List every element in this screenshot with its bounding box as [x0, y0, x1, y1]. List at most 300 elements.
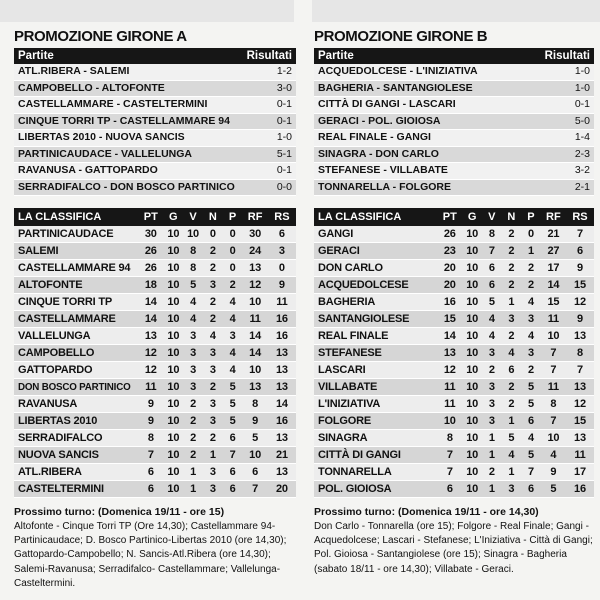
team-name: CASTELTERMINI	[14, 481, 138, 498]
stat-n: 2	[502, 243, 522, 260]
stat-pt: 12	[437, 362, 462, 379]
stat-rf: 11	[541, 311, 566, 328]
column-header-rf: RF	[541, 208, 566, 226]
stat-v: 1	[183, 481, 203, 498]
stat-rf: 10	[242, 294, 267, 311]
stat-g: 10	[163, 345, 183, 362]
stat-pt: 11	[138, 379, 163, 396]
team-name: L'INIZIATIVA	[314, 396, 437, 413]
stat-rf: 7	[541, 362, 566, 379]
match-result: 5-1	[276, 147, 292, 160]
stat-pt: 7	[437, 447, 462, 464]
stat-rs: 13	[268, 379, 296, 396]
stat-v: 7	[482, 243, 502, 260]
team-name: ATL.RIBERA	[14, 464, 138, 481]
column-header-n: N	[502, 208, 522, 226]
match-result: 2-1	[574, 180, 590, 193]
stat-pt: 6	[437, 481, 462, 498]
stat-g: 10	[163, 226, 183, 243]
match-teams: STEFANESE - VILLABATE	[318, 164, 448, 176]
stat-rf: 7	[541, 413, 566, 430]
stat-pt: 16	[437, 294, 462, 311]
stat-v: 4	[482, 311, 502, 328]
stat-p: 1	[521, 243, 541, 260]
stat-rs: 13	[268, 430, 296, 447]
next-round-heading: Prossimo turno: (Domenica 19/11 - ore 15)	[14, 506, 225, 518]
stat-pt: 15	[437, 311, 462, 328]
stat-n: 2	[502, 226, 522, 243]
team-name: REAL FINALE	[314, 328, 437, 345]
stat-pt: 20	[437, 260, 462, 277]
stat-p: 0	[223, 226, 243, 243]
stat-g: 10	[462, 396, 482, 413]
top-strip-left	[0, 0, 294, 22]
standings-row	[14, 243, 296, 260]
stat-v: 2	[183, 430, 203, 447]
standings-row	[314, 243, 594, 260]
stat-rf: 27	[541, 243, 566, 260]
team-name: CINQUE TORRI TP	[14, 294, 138, 311]
standings-row	[14, 481, 296, 498]
stat-n: 3	[203, 413, 223, 430]
stat-v: 1	[482, 481, 502, 498]
stat-p: 5	[223, 396, 243, 413]
stat-rs: 13	[566, 430, 594, 447]
matches-list	[314, 64, 594, 196]
stat-rf: 14	[242, 345, 267, 362]
stat-p: 0	[223, 260, 243, 277]
team-name: POL. GIOIOSA	[314, 481, 437, 498]
team-name: LIBERTAS 2010	[14, 413, 138, 430]
stat-v: 3	[183, 345, 203, 362]
standings-row	[314, 260, 594, 277]
stat-n: 4	[203, 328, 223, 345]
stat-v: 3	[482, 413, 502, 430]
stat-rf: 10	[541, 328, 566, 345]
column-header-p: P	[521, 208, 541, 226]
stat-rs: 15	[566, 413, 594, 430]
match-result: 1-0	[574, 81, 590, 94]
stat-n: 2	[203, 294, 223, 311]
stat-rs: 6	[566, 243, 594, 260]
standings-row	[14, 260, 296, 277]
standings-table	[14, 208, 296, 498]
top-strip-right	[312, 0, 600, 22]
stat-rs: 12	[566, 396, 594, 413]
stat-rf: 10	[242, 447, 267, 464]
stat-v: 1	[482, 430, 502, 447]
stat-pt: 18	[138, 277, 163, 294]
stat-p: 2	[223, 277, 243, 294]
stat-rf: 14	[242, 328, 267, 345]
match-row	[14, 180, 296, 197]
stat-rs: 20	[268, 481, 296, 498]
stat-rf: 15	[541, 294, 566, 311]
match-result: 0-1	[276, 98, 292, 110]
stat-v: 3	[482, 345, 502, 362]
stat-rf: 17	[541, 260, 566, 277]
standings-row	[314, 345, 594, 362]
stat-n: 1	[502, 464, 522, 481]
stat-n: 3	[203, 345, 223, 362]
column-header-v: V	[183, 208, 203, 226]
stat-g: 10	[462, 362, 482, 379]
stat-n: 6	[502, 362, 522, 379]
team-name: VALLELUNGA	[14, 328, 138, 345]
stat-v: 8	[183, 243, 203, 260]
match-result: 1-4	[574, 131, 590, 143]
group-b-column	[314, 22, 594, 577]
stat-pt: 6	[138, 464, 163, 481]
stat-p: 7	[521, 464, 541, 481]
stat-p: 6	[521, 481, 541, 498]
stat-pt: 26	[138, 260, 163, 277]
stat-p: 3	[521, 311, 541, 328]
stat-n: 2	[203, 260, 223, 277]
matches-list	[14, 64, 296, 196]
stat-pt: 11	[437, 396, 462, 413]
stat-v: 3	[482, 379, 502, 396]
stat-p: 4	[223, 345, 243, 362]
match-teams: CINQUE TORRI TP - CASTELLAMMARE 94	[18, 114, 230, 127]
stat-rs: 7	[566, 226, 594, 243]
team-name: CAMPOBELLO	[14, 345, 138, 362]
stat-rs: 17	[566, 464, 594, 481]
next-round-fixtures: Don Carlo - Tonnarella (ore 15); Folgore - Real Finale; Gangi - Acquedolcese; Lascari - Stefanese; L'Iniziativa - Città di Gangi; Pol. Gioiosa - Santangiolese (ore 15); Sinagra - Bagheria (sabato 18/11 - ore 14,30); Villabate - Geraci.	[314, 521, 593, 575]
stat-n: 2	[502, 328, 522, 345]
team-name: SINAGRA	[314, 430, 437, 447]
stat-rs: 16	[268, 413, 296, 430]
stat-n: 3	[203, 481, 223, 498]
stat-rf: 8	[242, 396, 267, 413]
standings-row	[314, 294, 594, 311]
match-row	[314, 180, 594, 197]
stat-rf: 12	[242, 277, 267, 294]
stat-v: 4	[482, 328, 502, 345]
stat-n: 2	[502, 260, 522, 277]
stat-v: 5	[183, 277, 203, 294]
match-teams: CASTELLAMMARE - CASTELTERMINI	[18, 98, 208, 110]
results-header-label: Risultati	[544, 50, 590, 62]
stat-v: 4	[183, 294, 203, 311]
stat-n: 2	[502, 396, 522, 413]
next-round-heading: Prossimo turno: (Domenica 19/11 - ore 14,30)	[314, 506, 539, 518]
stat-n: 1	[502, 413, 522, 430]
team-name: GATTOPARDO	[14, 362, 138, 379]
stat-g: 10	[163, 430, 183, 447]
stat-pt: 7	[138, 447, 163, 464]
match-result: 0-1	[276, 114, 292, 127]
section-title: PROMOZIONE GIRONE A	[14, 28, 187, 45]
match-row	[314, 163, 594, 180]
standings-row	[314, 226, 594, 243]
stat-rf: 9	[242, 413, 267, 430]
stat-v: 3	[482, 396, 502, 413]
stat-rf: 8	[541, 396, 566, 413]
stat-p: 6	[223, 430, 243, 447]
match-row	[314, 147, 594, 164]
stat-v: 3	[183, 362, 203, 379]
standings-row	[314, 464, 594, 481]
column-header-v: V	[482, 208, 502, 226]
stat-pt: 12	[138, 345, 163, 362]
stat-rf: 10	[242, 362, 267, 379]
stat-rs: 13	[268, 464, 296, 481]
standings-title: LA CLASSIFICA	[314, 208, 437, 226]
stat-g: 10	[462, 226, 482, 243]
stat-rf: 4	[541, 447, 566, 464]
stat-n: 2	[203, 430, 223, 447]
team-name: DON BOSCO PARTINICO	[14, 379, 138, 396]
stat-g: 10	[163, 260, 183, 277]
team-name: PARTINICAUDACE	[14, 226, 138, 243]
stat-n: 3	[502, 481, 522, 498]
stat-v: 3	[183, 379, 203, 396]
stat-g: 10	[163, 243, 183, 260]
stat-rs: 7	[566, 362, 594, 379]
match-row	[314, 130, 594, 147]
spacer	[314, 196, 594, 208]
stat-g: 10	[462, 447, 482, 464]
stat-pt: 7	[437, 464, 462, 481]
standings-row	[14, 379, 296, 396]
stat-pt: 13	[437, 345, 462, 362]
stat-pt: 30	[138, 226, 163, 243]
match-row	[14, 81, 296, 98]
standings-table	[314, 208, 594, 498]
match-teams: BAGHERIA - SANTANGIOLESE	[318, 81, 473, 94]
stat-pt: 26	[138, 243, 163, 260]
stat-g: 10	[163, 311, 183, 328]
team-name: VILLABATE	[314, 379, 437, 396]
matches-header-label: Partite	[318, 50, 354, 62]
section-title: PROMOZIONE GIRONE B	[314, 28, 488, 45]
stat-n: 4	[502, 447, 522, 464]
matches-header-bar	[314, 48, 594, 64]
column-header-rs: RS	[566, 208, 594, 226]
stat-rs: 15	[566, 277, 594, 294]
stat-v: 3	[183, 328, 203, 345]
next-round-fixtures: Altofonte - Cinque Torri TP (Ore 14,30); Castellammare 94-Partinicaudace; D. Bosco Partinico-Libertas 2010 (ore 14,30); Gattopardo-Campobello; N. Sancis-Atl.Ribera (ore 14,30); Salemi-Ravanusa; Serradifalco- Castellammare; Vallelunga-Casteltermini.	[14, 521, 287, 589]
stat-rf: 6	[242, 464, 267, 481]
stat-pt: 9	[138, 413, 163, 430]
standings-row	[314, 277, 594, 294]
standings-row	[314, 430, 594, 447]
team-name: GANGI	[314, 226, 437, 243]
stat-rf: 5	[541, 481, 566, 498]
stat-g: 10	[462, 379, 482, 396]
team-name: ACQUEDOLCESE	[314, 277, 437, 294]
team-name: CASTELLAMMARE	[14, 311, 138, 328]
stat-p: 5	[521, 396, 541, 413]
stat-g: 10	[462, 481, 482, 498]
stat-v: 8	[482, 226, 502, 243]
standings-row	[314, 396, 594, 413]
stat-n: 4	[502, 345, 522, 362]
match-result: 1-2	[276, 65, 292, 77]
standings-row	[14, 430, 296, 447]
match-row	[14, 130, 296, 147]
stat-p: 6	[223, 481, 243, 498]
standings-row	[314, 328, 594, 345]
stat-rs: 12	[566, 294, 594, 311]
team-name: ALTOFONTE	[14, 277, 138, 294]
stat-n: 1	[203, 447, 223, 464]
standings-row	[14, 464, 296, 481]
stat-pt: 6	[138, 481, 163, 498]
stat-v: 2	[183, 447, 203, 464]
stat-rf: 9	[541, 464, 566, 481]
stat-v: 2	[183, 396, 203, 413]
stat-n: 3	[502, 311, 522, 328]
stat-rs: 9	[566, 260, 594, 277]
stat-n: 3	[203, 362, 223, 379]
stat-rf: 30	[242, 226, 267, 243]
stat-g: 10	[163, 447, 183, 464]
stat-g: 10	[163, 277, 183, 294]
stat-p: 5	[223, 379, 243, 396]
stat-pt: 20	[437, 277, 462, 294]
stat-rs: 13	[268, 362, 296, 379]
match-result: 5-0	[574, 114, 590, 127]
column-header-n: N	[203, 208, 223, 226]
stat-rf: 14	[541, 277, 566, 294]
match-row	[314, 114, 594, 131]
standings-title: LA CLASSIFICA	[14, 208, 138, 226]
standings-row	[314, 311, 594, 328]
stat-v: 6	[482, 277, 502, 294]
stat-v: 2	[482, 362, 502, 379]
stat-pt: 23	[437, 243, 462, 260]
stat-pt: 10	[437, 413, 462, 430]
match-result: 2-3	[574, 147, 590, 160]
stat-g: 10	[163, 328, 183, 345]
stat-g: 10	[462, 294, 482, 311]
spacer	[14, 196, 296, 208]
match-teams: TONNARELLA - FOLGORE	[318, 180, 451, 193]
stat-v: 10	[183, 226, 203, 243]
stat-rf: 10	[541, 430, 566, 447]
stat-rs: 9	[566, 311, 594, 328]
stat-rf: 13	[242, 379, 267, 396]
stat-g: 10	[462, 311, 482, 328]
standings-row	[14, 362, 296, 379]
stat-p: 4	[223, 362, 243, 379]
stat-v: 4	[183, 311, 203, 328]
stat-p: 3	[521, 345, 541, 362]
team-name: GERACI	[314, 243, 437, 260]
standings-row	[14, 294, 296, 311]
match-teams: REAL FINALE - GANGI	[318, 131, 431, 143]
match-teams: ACQUEDOLCESE - L'INIZIATIVA	[318, 65, 478, 77]
match-result: 3-2	[574, 164, 590, 176]
stat-pt: 9	[138, 396, 163, 413]
stat-v: 1	[482, 447, 502, 464]
stat-p: 7	[223, 447, 243, 464]
stat-n: 3	[203, 396, 223, 413]
match-row	[314, 97, 594, 114]
stat-n: 2	[502, 277, 522, 294]
stat-rs: 11	[268, 294, 296, 311]
stat-n: 3	[203, 277, 223, 294]
stat-p: 5	[521, 447, 541, 464]
match-row	[14, 64, 296, 81]
stat-rs: 14	[268, 396, 296, 413]
stat-rf: 11	[541, 379, 566, 396]
match-teams: PARTINICAUDACE - VALLELUNGA	[18, 147, 193, 160]
stat-p: 2	[521, 260, 541, 277]
standings-row	[14, 345, 296, 362]
stat-rs: 8	[566, 345, 594, 362]
stat-rs: 21	[268, 447, 296, 464]
standings-row	[314, 413, 594, 430]
stat-p: 0	[521, 226, 541, 243]
match-row	[14, 114, 296, 131]
results-header-label: Risultati	[246, 50, 292, 62]
stat-n: 1	[502, 294, 522, 311]
stat-rs: 13	[566, 379, 594, 396]
stat-rs: 3	[268, 243, 296, 260]
match-result: 0-1	[276, 164, 292, 176]
stat-g: 10	[462, 464, 482, 481]
stat-rs: 16	[268, 311, 296, 328]
team-name: FOLGORE	[314, 413, 437, 430]
stat-rf: 7	[242, 481, 267, 498]
stat-g: 10	[163, 379, 183, 396]
standings-row	[14, 328, 296, 345]
stat-pt: 14	[138, 311, 163, 328]
matches-header-bar	[14, 48, 296, 64]
stat-rf: 13	[242, 260, 267, 277]
stat-n: 0	[203, 226, 223, 243]
stat-pt: 13	[138, 328, 163, 345]
match-teams: GERACI - POL. GIOIOSA	[318, 114, 441, 127]
match-result: 1-0	[276, 131, 292, 143]
stat-rf: 5	[242, 430, 267, 447]
stat-v: 2	[183, 413, 203, 430]
standings-row	[14, 226, 296, 243]
stat-g: 10	[163, 481, 183, 498]
stat-v: 2	[482, 464, 502, 481]
match-row	[314, 81, 594, 98]
column-header-pt: PT	[437, 208, 462, 226]
column-header-g: G	[163, 208, 183, 226]
stat-rs: 13	[566, 328, 594, 345]
match-teams: LIBERTAS 2010 - NUOVA SANCIS	[18, 131, 185, 143]
column-header-pt: PT	[138, 208, 163, 226]
standings-row	[314, 481, 594, 498]
stat-g: 10	[462, 345, 482, 362]
stat-g: 10	[163, 464, 183, 481]
match-row	[14, 97, 296, 114]
group-a-column	[14, 22, 296, 591]
stat-rs: 9	[268, 277, 296, 294]
match-teams: ATL.RIBERA - SALEMI	[18, 65, 130, 77]
stat-pt: 14	[138, 294, 163, 311]
stat-rs: 16	[268, 328, 296, 345]
match-teams: CAMPOBELLO - ALTOFONTE	[18, 81, 165, 94]
stat-rf: 7	[541, 345, 566, 362]
stat-rs: 11	[566, 447, 594, 464]
match-row	[314, 64, 594, 81]
match-teams: RAVANUSA - GATTOPARDO	[18, 164, 158, 176]
stat-rf: 24	[242, 243, 267, 260]
stat-p: 4	[521, 430, 541, 447]
stat-n: 2	[203, 379, 223, 396]
stat-g: 10	[462, 430, 482, 447]
team-name: SERRADIFALCO	[14, 430, 138, 447]
stat-g: 10	[462, 328, 482, 345]
